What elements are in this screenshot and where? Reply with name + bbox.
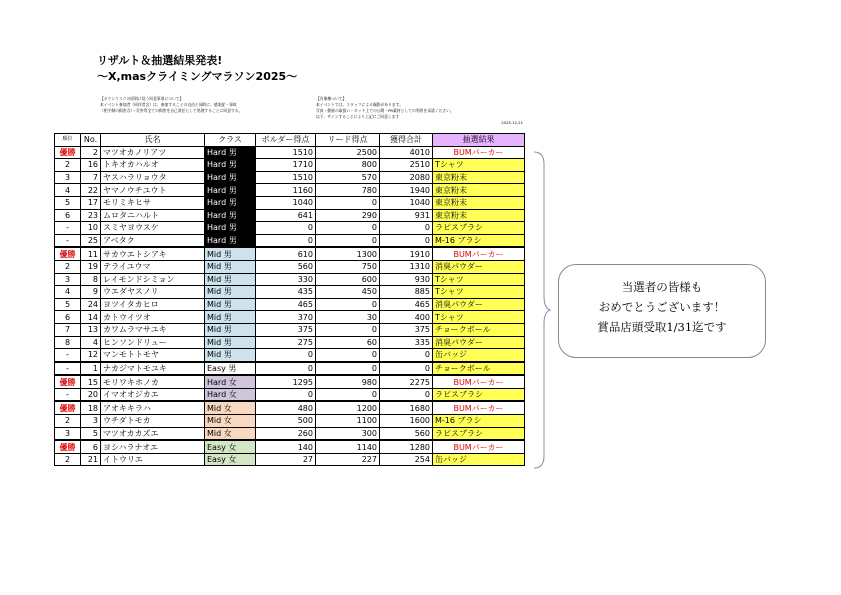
prize-cell: 缶バッジ xyxy=(433,453,525,466)
prize-cell: 東京粉末 xyxy=(433,171,525,184)
total-score-cell: 2275 xyxy=(380,375,433,388)
boulder-score-cell: 260 xyxy=(256,427,316,440)
prize-cell: BUMパーカー xyxy=(433,440,525,453)
no-cell: 2 xyxy=(81,146,101,159)
class-cell: Mid 女 xyxy=(205,427,256,440)
name-cell: モリミキヒサ xyxy=(101,196,205,209)
table-row xyxy=(55,440,525,453)
lead-score-cell: 60 xyxy=(316,336,380,349)
no-cell: 14 xyxy=(81,311,101,324)
class-cell: Mid 男 xyxy=(205,298,256,311)
prize-cell: 東京粉末 xyxy=(433,209,525,222)
total-score-cell: 2080 xyxy=(380,171,433,184)
rank-cell: 5 xyxy=(55,196,81,209)
no-cell: 20 xyxy=(81,388,101,401)
total-score-cell: 2510 xyxy=(380,159,433,172)
class-cell: Hard 女 xyxy=(205,375,256,388)
header-prize: 抽選結果 xyxy=(433,134,525,147)
table-row xyxy=(55,222,525,235)
no-cell: 3 xyxy=(81,415,101,428)
class-cell: Mid 男 xyxy=(205,336,256,349)
table-row xyxy=(55,349,525,362)
boulder-score-cell: 435 xyxy=(256,286,316,299)
no-cell: 9 xyxy=(81,286,101,299)
class-cell: Mid 女 xyxy=(205,401,256,414)
prize-cell: 消臭パウダー xyxy=(433,260,525,273)
name-cell: ウエダヤスノリ xyxy=(101,286,205,299)
rank-cell: 5 xyxy=(55,298,81,311)
boulder-score-cell: 140 xyxy=(256,440,316,453)
lead-score-cell: 300 xyxy=(316,427,380,440)
rank-cell: - xyxy=(55,349,81,362)
prize-cell: チョークボール xyxy=(433,323,525,336)
lead-score-cell: 1300 xyxy=(316,247,380,260)
lead-score-cell: 780 xyxy=(316,184,380,197)
rank-cell: 4 xyxy=(55,184,81,197)
prize-cell: BUMパーカー xyxy=(433,401,525,414)
lead-score-cell: 0 xyxy=(316,362,380,376)
name-cell: イマオオジカエ xyxy=(101,388,205,401)
class-cell: Hard 男 xyxy=(205,234,256,247)
no-cell: 10 xyxy=(81,222,101,235)
rank-cell: 6 xyxy=(55,311,81,324)
rank-cell: - xyxy=(55,388,81,401)
class-cell: Hard 男 xyxy=(205,171,256,184)
table-row xyxy=(55,401,525,414)
no-cell: 12 xyxy=(81,349,101,362)
rank-cell: 3 xyxy=(55,273,81,286)
table-row xyxy=(55,453,525,466)
no-cell: 15 xyxy=(81,375,101,388)
own-risk-line: （相手側の損害含）・災害等全ての損害を自己責任として処理することに同意する。 xyxy=(100,108,243,113)
class-cell: Hard 男 xyxy=(205,159,256,172)
table-row xyxy=(55,388,525,401)
prize-cell: Tシャツ xyxy=(433,273,525,286)
lead-score-cell: 0 xyxy=(316,349,380,362)
rank-cell: - xyxy=(55,234,81,247)
boulder-score-cell: 1295 xyxy=(256,375,316,388)
name-cell: マツオカノリアツ xyxy=(101,146,205,159)
prize-cell: ラピスブラシ xyxy=(433,222,525,235)
table-row xyxy=(55,184,525,197)
rank-cell: - xyxy=(55,222,81,235)
no-cell: 13 xyxy=(81,323,101,336)
lead-score-cell: 1200 xyxy=(316,401,380,414)
total-score-cell: 1280 xyxy=(380,440,433,453)
name-cell: ヤスハラリョウタ xyxy=(101,171,205,184)
rank-cell: 2 xyxy=(55,159,81,172)
header-lead: リード得点 xyxy=(316,134,380,147)
prize-cell: Tシャツ xyxy=(433,311,525,324)
header-total: 獲得合計 xyxy=(380,134,433,147)
class-cell: Easy 男 xyxy=(205,362,256,376)
total-score-cell: 1680 xyxy=(380,401,433,414)
rank-cell: 8 xyxy=(55,336,81,349)
boulder-score-cell: 560 xyxy=(256,260,316,273)
table-row xyxy=(55,260,525,273)
name-cell: カトウイツオ xyxy=(101,311,205,324)
boulder-score-cell: 1040 xyxy=(256,196,316,209)
class-cell: Hard 男 xyxy=(205,146,256,159)
header-rank: 順位 xyxy=(55,134,81,147)
total-score-cell: 560 xyxy=(380,427,433,440)
table-row xyxy=(55,273,525,286)
table-row xyxy=(55,234,525,247)
header-name: 氏名 xyxy=(101,134,205,147)
boulder-score-cell: 610 xyxy=(256,247,316,260)
name-cell: マンモトトモヤ xyxy=(101,349,205,362)
total-score-cell: 1600 xyxy=(380,415,433,428)
name-cell: ムロタニハルト xyxy=(101,209,205,222)
lead-score-cell: 1100 xyxy=(316,415,380,428)
name-cell: ヒンソンドリュー xyxy=(101,336,205,349)
lead-score-cell: 227 xyxy=(316,453,380,466)
no-cell: 5 xyxy=(81,427,101,440)
boulder-score-cell: 275 xyxy=(256,336,316,349)
message-line: 賞品店頭受取1/31迄です xyxy=(597,320,727,334)
boulder-score-cell: 641 xyxy=(256,209,316,222)
no-cell: 19 xyxy=(81,260,101,273)
lead-score-cell: 30 xyxy=(316,311,380,324)
boulder-score-cell: 465 xyxy=(256,298,316,311)
own-risk-notice xyxy=(100,96,242,114)
class-cell: Mid 男 xyxy=(205,260,256,273)
class-cell: Mid 男 xyxy=(205,273,256,286)
prize-cell: M-16 ブラシ xyxy=(433,234,525,247)
no-cell: 17 xyxy=(81,196,101,209)
lead-score-cell: 0 xyxy=(316,196,380,209)
right-brace-icon xyxy=(532,150,552,470)
page-subtitle: 〜X,masクライミングマラソン2025〜 xyxy=(97,70,298,83)
no-cell: 25 xyxy=(81,234,101,247)
rank-cell: 優勝 xyxy=(55,247,81,260)
total-score-cell: 930 xyxy=(380,273,433,286)
total-score-cell: 0 xyxy=(380,362,433,376)
prize-cell: ラピスブラシ xyxy=(433,427,525,440)
table-row xyxy=(55,415,525,428)
name-cell: カワムラマサユキ xyxy=(101,323,205,336)
name-cell: スミヤヨウスケ xyxy=(101,222,205,235)
name-cell: トキオカハルオ xyxy=(101,159,205,172)
no-cell: 23 xyxy=(81,209,101,222)
prize-cell: 東京粉末 xyxy=(433,184,525,197)
no-cell: 4 xyxy=(81,336,101,349)
total-score-cell: 0 xyxy=(380,222,433,235)
no-cell: 16 xyxy=(81,159,101,172)
class-cell: Mid 男 xyxy=(205,247,256,260)
boulder-score-cell: 27 xyxy=(256,453,316,466)
lead-score-cell: 0 xyxy=(316,388,380,401)
rank-cell: 2 xyxy=(55,415,81,428)
portrait-rights-notice xyxy=(316,96,454,120)
name-cell: イトウリエ xyxy=(101,453,205,466)
no-cell: 22 xyxy=(81,184,101,197)
total-score-cell: 254 xyxy=(380,453,433,466)
total-score-cell: 1910 xyxy=(380,247,433,260)
class-cell: Mid 男 xyxy=(205,286,256,299)
boulder-score-cell: 0 xyxy=(256,362,316,376)
name-cell: マツオカカズエ xyxy=(101,427,205,440)
rank-cell: 4 xyxy=(55,286,81,299)
prize-cell: 缶バッジ xyxy=(433,349,525,362)
lead-score-cell: 800 xyxy=(316,159,380,172)
table-row xyxy=(55,159,525,172)
total-score-cell: 4010 xyxy=(380,146,433,159)
rank-cell: 3 xyxy=(55,427,81,440)
rank-cell: 6 xyxy=(55,209,81,222)
header-no: No. xyxy=(81,134,101,147)
rank-cell: 2 xyxy=(55,453,81,466)
rank-cell: 優勝 xyxy=(55,146,81,159)
table-header-row xyxy=(55,134,525,147)
total-score-cell: 400 xyxy=(380,311,433,324)
boulder-score-cell: 480 xyxy=(256,401,316,414)
total-score-cell: 335 xyxy=(380,336,433,349)
lead-score-cell: 0 xyxy=(316,222,380,235)
table-row xyxy=(55,362,525,376)
rank-cell: 優勝 xyxy=(55,440,81,453)
class-cell: Hard 女 xyxy=(205,388,256,401)
total-score-cell: 0 xyxy=(380,234,433,247)
name-cell: ヤマノウチユウト xyxy=(101,184,205,197)
table-row xyxy=(55,298,525,311)
no-cell: 18 xyxy=(81,401,101,414)
total-score-cell: 1310 xyxy=(380,260,433,273)
name-cell: アベタク xyxy=(101,234,205,247)
name-cell: ナカジマトモユキ xyxy=(101,362,205,376)
table-row xyxy=(55,311,525,324)
header-class: クラス xyxy=(205,134,256,147)
prize-cell: 東京粉末 xyxy=(433,196,525,209)
boulder-score-cell: 0 xyxy=(256,222,316,235)
rank-cell: 7 xyxy=(55,323,81,336)
no-cell: 7 xyxy=(81,171,101,184)
class-cell: Mid 男 xyxy=(205,323,256,336)
class-cell: Mid 男 xyxy=(205,349,256,362)
class-cell: Hard 男 xyxy=(205,184,256,197)
portrait-rights-line: 以下、サインすることにより上記にご同意します xyxy=(316,114,400,119)
prize-cell: BUMパーカー xyxy=(433,375,525,388)
event-date: 2025.12.21 xyxy=(501,120,523,125)
no-cell: 8 xyxy=(81,273,101,286)
boulder-score-cell: 0 xyxy=(256,349,316,362)
congratulations-message xyxy=(558,264,766,358)
name-cell: レイモンドシミョン xyxy=(101,273,205,286)
prize-cell: 消臭パウダー xyxy=(433,336,525,349)
table-row xyxy=(55,247,525,260)
boulder-score-cell: 1160 xyxy=(256,184,316,197)
rank-cell: 優勝 xyxy=(55,375,81,388)
page-title: リザルト＆抽選結果発表! xyxy=(97,54,223,67)
boulder-score-cell: 370 xyxy=(256,311,316,324)
rank-cell: - xyxy=(55,362,81,376)
boulder-score-cell: 1710 xyxy=(256,159,316,172)
class-cell: Mid 女 xyxy=(205,415,256,428)
no-cell: 6 xyxy=(81,440,101,453)
class-cell: Hard 男 xyxy=(205,209,256,222)
prize-cell: ラピスブラシ xyxy=(433,388,525,401)
name-cell: アオキキラハ xyxy=(101,401,205,414)
table-row xyxy=(55,375,525,388)
lead-score-cell: 600 xyxy=(316,273,380,286)
lead-score-cell: 1140 xyxy=(316,440,380,453)
prize-cell: Tシャツ xyxy=(433,286,525,299)
prize-cell: BUMパーカー xyxy=(433,247,525,260)
rank-cell: 3 xyxy=(55,171,81,184)
table-row xyxy=(55,427,525,440)
total-score-cell: 375 xyxy=(380,323,433,336)
prize-cell: Tシャツ xyxy=(433,159,525,172)
class-cell: Easy 女 xyxy=(205,453,256,466)
portrait-rights-heading: 【肖像権ついて】 xyxy=(316,96,347,101)
class-cell: Hard 男 xyxy=(205,222,256,235)
lead-score-cell: 0 xyxy=(316,323,380,336)
portrait-rights-line: 本イベントでは、スタッフによる撮影があります。 xyxy=(316,102,404,107)
total-score-cell: 1040 xyxy=(380,196,433,209)
lead-score-cell: 980 xyxy=(316,375,380,388)
total-score-cell: 465 xyxy=(380,298,433,311)
lead-score-cell: 750 xyxy=(316,260,380,273)
class-cell: Mid 男 xyxy=(205,311,256,324)
lead-score-cell: 290 xyxy=(316,209,380,222)
portrait-rights-line: 写真・動画の取扱い・ネット上での公開・PR素材としての利用を承諾ください。 xyxy=(316,108,454,113)
total-score-cell: 931 xyxy=(380,209,433,222)
total-score-cell: 1940 xyxy=(380,184,433,197)
table-row xyxy=(55,209,525,222)
boulder-score-cell: 330 xyxy=(256,273,316,286)
boulder-score-cell: 0 xyxy=(256,234,316,247)
name-cell: サカウエトシアキ xyxy=(101,247,205,260)
table-row xyxy=(55,196,525,209)
boulder-score-cell: 375 xyxy=(256,323,316,336)
name-cell: ヨツイタカヒロ xyxy=(101,298,205,311)
lead-score-cell: 0 xyxy=(316,234,380,247)
name-cell: テライユウマ xyxy=(101,260,205,273)
table-row xyxy=(55,336,525,349)
lead-score-cell: 0 xyxy=(316,298,380,311)
header-boulder: ボルダー得点 xyxy=(256,134,316,147)
total-score-cell: 885 xyxy=(380,286,433,299)
class-cell: Hard 男 xyxy=(205,196,256,209)
table-row xyxy=(55,146,525,159)
message-line: おめでとうございます！ xyxy=(598,300,726,314)
prize-cell: チョークボール xyxy=(433,362,525,376)
table-row xyxy=(55,286,525,299)
lead-score-cell: 450 xyxy=(316,286,380,299)
prize-cell: M-16 ブラシ xyxy=(433,415,525,428)
total-score-cell: 0 xyxy=(380,349,433,362)
table-row xyxy=(55,323,525,336)
message-line: 当選者の皆様も xyxy=(621,280,703,294)
table-row xyxy=(55,171,525,184)
name-cell: ヨシハラナオエ xyxy=(101,440,205,453)
rank-cell: 優勝 xyxy=(55,401,81,414)
own-risk-heading: 【オウンリスクの原則に従う同意事項について】 xyxy=(100,96,184,101)
class-cell: Easy 女 xyxy=(205,440,256,453)
name-cell: モリワキホノカ xyxy=(101,375,205,388)
prize-cell: BUMパーカー xyxy=(433,146,525,159)
no-cell: 11 xyxy=(81,247,101,260)
name-cell: ウチダトモカ xyxy=(101,415,205,428)
lead-score-cell: 570 xyxy=(316,171,380,184)
boulder-score-cell: 0 xyxy=(256,388,316,401)
no-cell: 21 xyxy=(81,453,101,466)
boulder-score-cell: 500 xyxy=(256,415,316,428)
no-cell: 1 xyxy=(81,362,101,376)
lead-score-cell: 2500 xyxy=(316,146,380,159)
total-score-cell: 0 xyxy=(380,388,433,401)
no-cell: 24 xyxy=(81,298,101,311)
results-table xyxy=(54,133,525,466)
boulder-score-cell: 1510 xyxy=(256,171,316,184)
boulder-score-cell: 1510 xyxy=(256,146,316,159)
own-risk-line: 本イベント参加者（同伴者含）は、参加することの自由と同時に、感染症・事故 xyxy=(100,102,237,107)
rank-cell: 2 xyxy=(55,260,81,273)
prize-cell: 消臭パウダー xyxy=(433,298,525,311)
